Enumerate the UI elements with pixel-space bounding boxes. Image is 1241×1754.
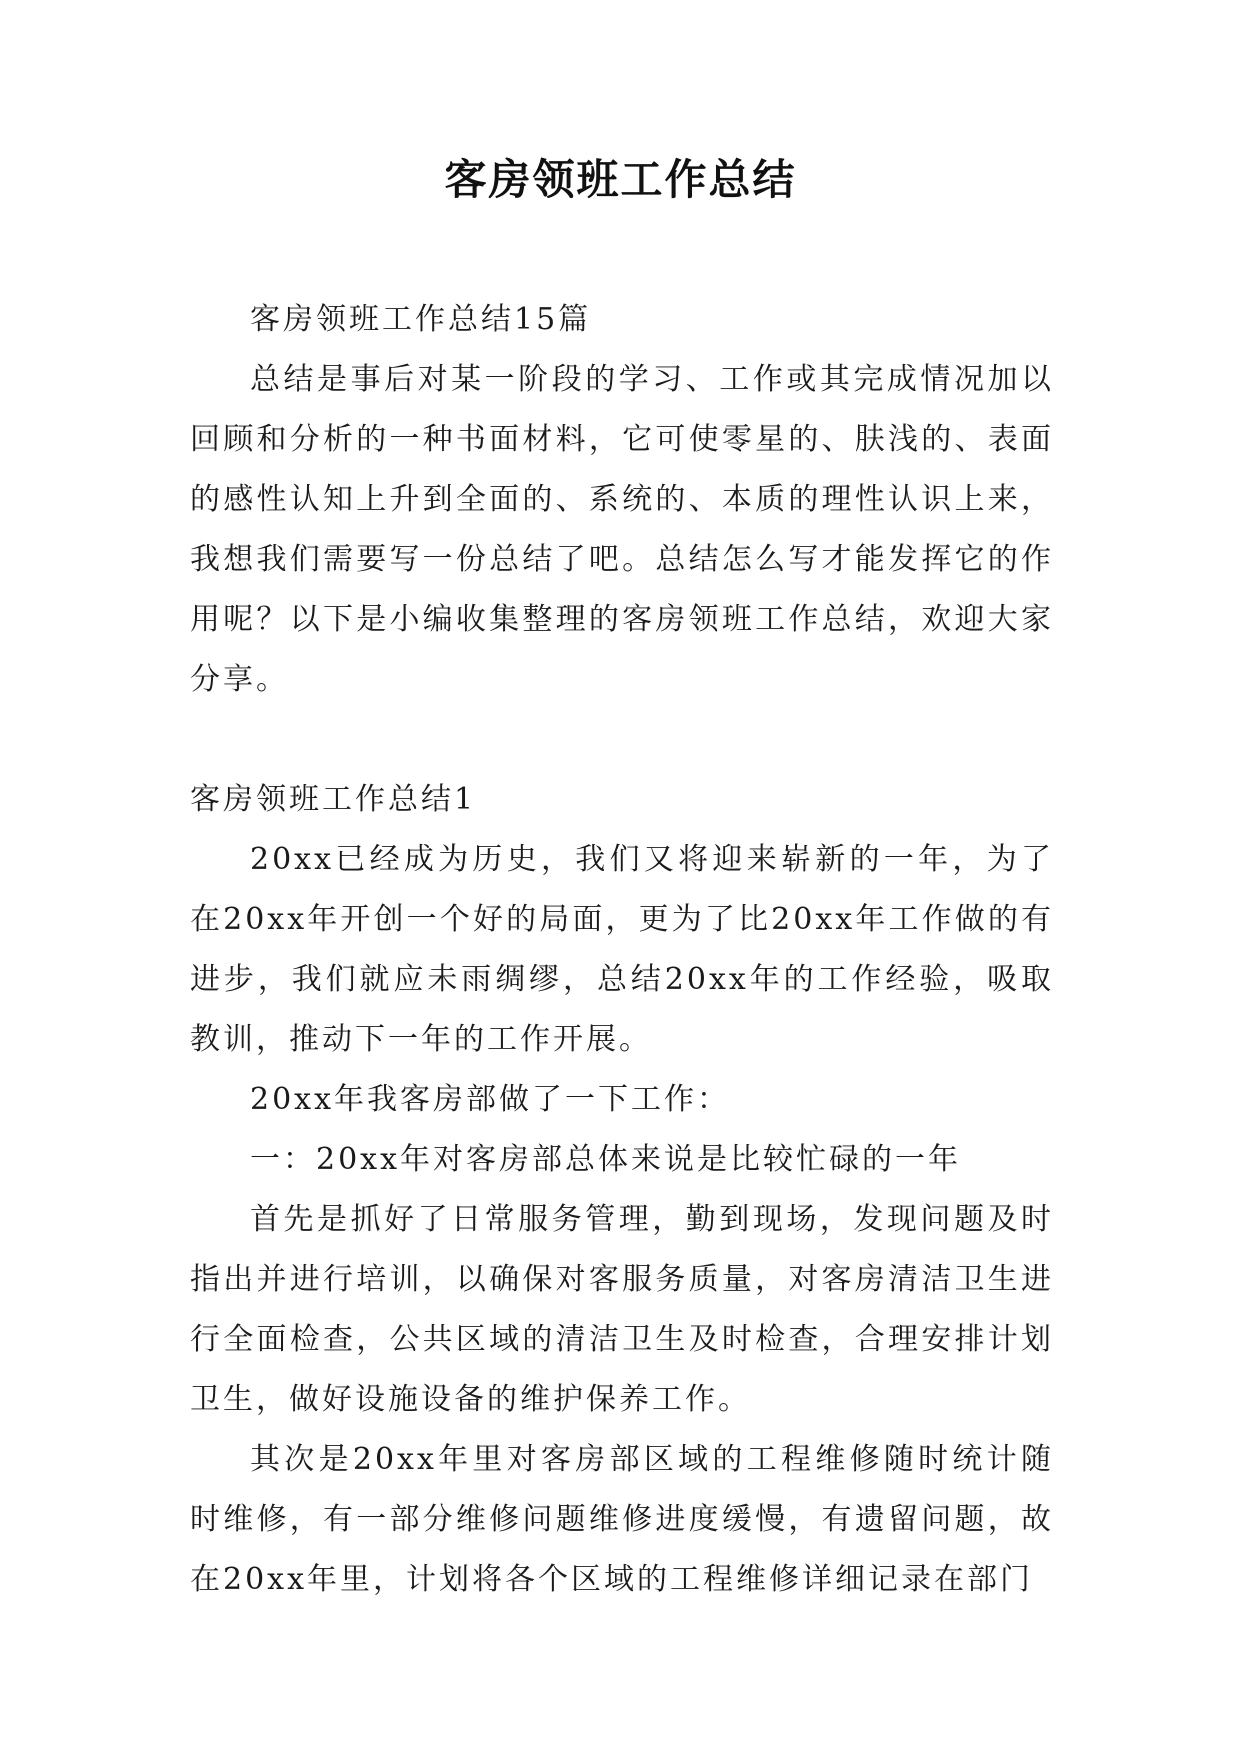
document-subtitle: 客房领班工作总结15篇 xyxy=(250,302,592,337)
body-paragraph: 一：20xx年对客房部总体来说是比较忙碌的一年 xyxy=(250,1142,962,1177)
document-body xyxy=(190,290,1054,1610)
section-gap xyxy=(190,710,1054,770)
body-paragraph: 20xx年我客房部做了一下工作： xyxy=(250,1082,731,1117)
section-heading: 客房领班工作总结1 xyxy=(190,782,477,817)
document-title: 客房领班工作总结 xyxy=(444,155,797,204)
intro-paragraph: 总结是事后对某一阶段的学习、工作或其完成情况加以回顾和分析的一种书面材料，它可使零星的、肤浅的、表面的感性认知上升到全面的、系统的、本质的理性认识上来，我想我们需要写一份总结了吧。总结怎么写才能发挥它的作用呢？以下是小编收集整理的客房领班工作总结，欢迎大家分享。 xyxy=(190,362,1054,697)
body-paragraph: 其次是20xx年里对客房部区域的工程维修随时统计随时维修，有一部分维修问题维修进度缓慢，有遗留问题，故在20xx年里，计划将各个区域的工程维修详细记录在部门 xyxy=(190,1442,1054,1597)
body-paragraph: 首先是抓好了日常服务管理，勤到现场，发现问题及时指出并进行培训，以确保对客服务质量，对客房清洁卫生进行全面检查，公共区域的清洁卫生及时检查，合理安排计划卫生，做好设施设备的维护保养工作。 xyxy=(190,1202,1054,1417)
body-paragraph: 20xx已经成为历史，我们又将迎来崭新的一年，为了在20xx年开创一个好的局面，更为了比20xx年工作做的有进步，我们就应未雨绸缪，总结20xx年的工作经验，吸取教训，推动下一年的工作开展。 xyxy=(190,842,1054,1057)
